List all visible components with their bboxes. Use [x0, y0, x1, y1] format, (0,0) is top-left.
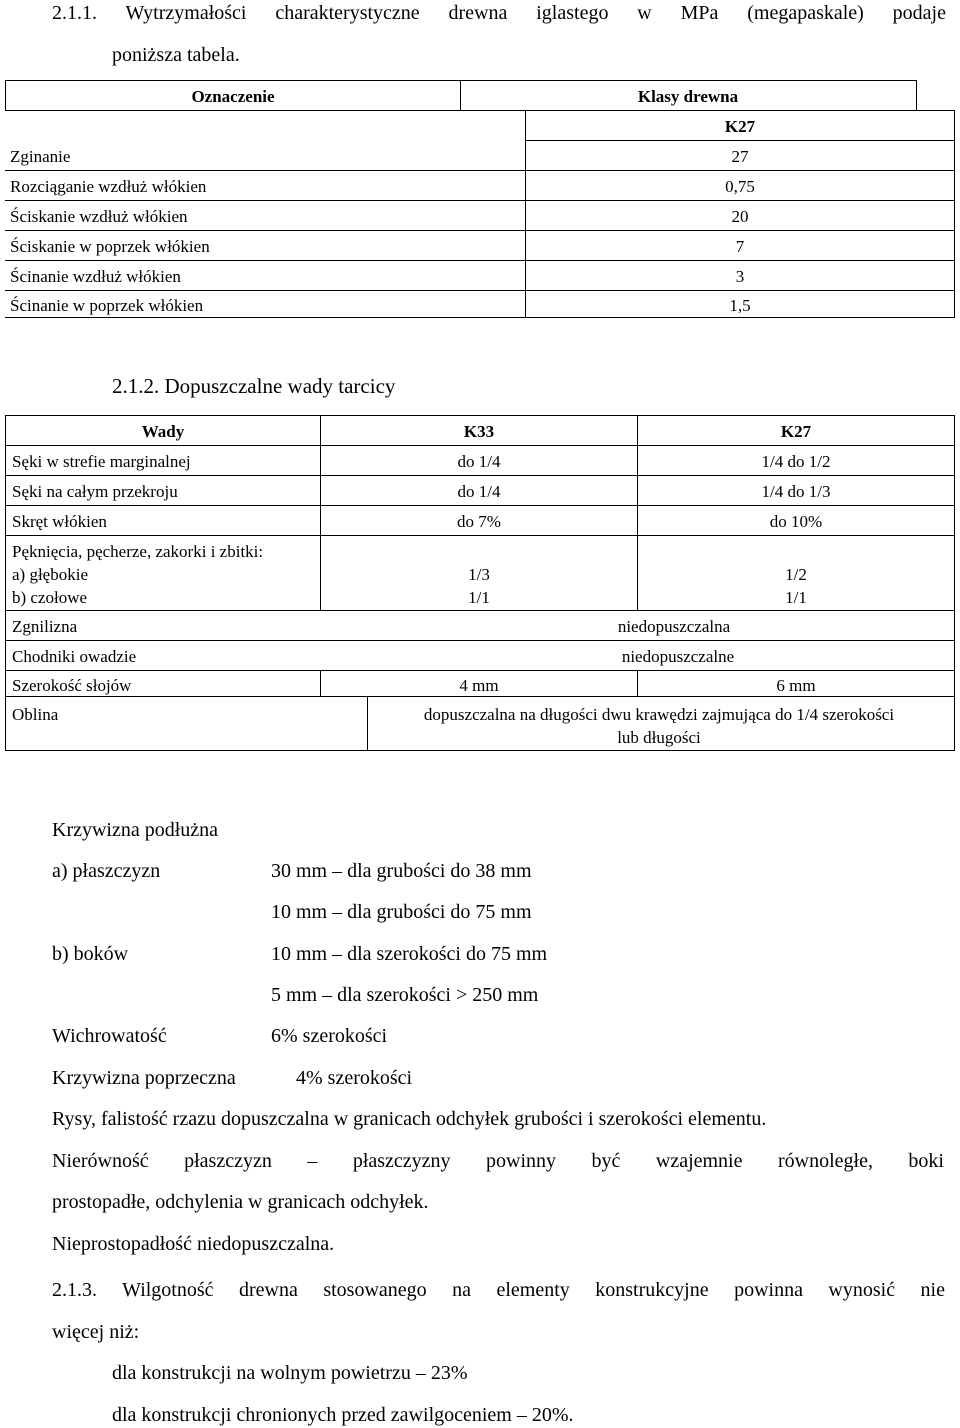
- row-value: 3: [735, 267, 745, 286]
- squareness-text: Nieprostopadłość niedopuszczalna.: [52, 1233, 335, 1255]
- wane-label: Oblina: [12, 705, 59, 724]
- cracks-b-label: b) czołowe: [12, 588, 88, 607]
- cracks-a-k27: 1/2: [785, 565, 807, 584]
- faces-label: a) płaszczyzn: [52, 860, 161, 882]
- row-label: Zginanie: [10, 147, 71, 166]
- row-label: Ścinanie w poprzek włókien: [10, 296, 204, 315]
- flatness-line-1: Nierówność płaszczyzn – płaszczyzny powinny być wzajemnie równoległe, boki: [52, 1150, 944, 1172]
- twist-label: Wichrowatość: [52, 1025, 167, 1047]
- header-wood-classes: Klasy drewna: [637, 87, 739, 106]
- transverse-value: 4% szerokości: [296, 1067, 413, 1089]
- edges-value-2: 5 mm – dla szerokości > 250 mm: [271, 984, 539, 1006]
- cracks-label: Pęknięcia, pęcherze, zakorki i zbitki:: [12, 542, 264, 561]
- row-k27: 1/4 do 1/2: [761, 452, 831, 471]
- section-3-line-1: 2.1.3. Wilgotność drewna stosowanego na elementy konstrukcyjne powinna wynosić nie: [52, 1279, 945, 1301]
- moisture-item-1: dla konstrukcji na wolnym powietrzu – 23%: [112, 1362, 468, 1384]
- row-label: Rozciąganie wzdłuż włókien: [10, 177, 207, 196]
- moisture-item-2: dla konstrukcji chronionych przed zawilgoceniem – 20%.: [112, 1404, 574, 1426]
- rings-label: Szerokość słojów: [12, 676, 132, 695]
- faces-value-1: 30 mm – dla grubości do 38 mm: [271, 860, 532, 882]
- row-value: 0,75: [725, 177, 755, 196]
- wane-value-line-1: dopuszczalna na długości dwu krawędzi zajmująca do 1/4 szerokości: [423, 705, 895, 724]
- rings-k33: 4 mm: [459, 676, 499, 695]
- row-value: 1,5: [729, 296, 751, 315]
- row-value: 7: [735, 237, 745, 256]
- longitudinal-curvature-title: Krzywizna podłużna: [52, 819, 219, 841]
- row-k33: do 7%: [457, 512, 501, 531]
- defects-table: [5, 415, 955, 751]
- row-label: Ścinanie wzdłuż włókien: [10, 267, 181, 286]
- transverse-label: Krzywizna poprzeczna: [52, 1067, 236, 1089]
- section-1-line-1: 2.1.1. Wytrzymałości charakterystyczne drewna iglastego w MPa (megapaskale) podaje: [52, 2, 946, 24]
- row-label: Ściskanie w poprzek włókien: [10, 237, 210, 256]
- edges-label: b) boków: [52, 943, 129, 965]
- header-k27: K27: [780, 422, 812, 441]
- header-defects: Wady: [141, 422, 185, 441]
- flatness-line-2: prostopadłe, odchylenia w granicach odchyłek.: [52, 1191, 429, 1213]
- section-2-heading: 2.1.2. Dopuszczalne wady tarcicy: [112, 374, 396, 398]
- rot-value: niedopuszczalna: [617, 617, 731, 636]
- strength-table: [5, 80, 955, 318]
- edges-value-1: 10 mm – dla szerokości do 75 mm: [271, 943, 548, 965]
- row-label: Skręt włókien: [12, 512, 107, 531]
- rings-k27: 6 mm: [776, 676, 816, 695]
- cracks-b-k33: 1/1: [468, 588, 490, 607]
- twist-value: 6% szerokości: [271, 1025, 388, 1047]
- row-k33: do 1/4: [457, 482, 501, 501]
- row-label: Ściskanie wzdłuż włókien: [10, 207, 188, 226]
- header-designation: Oznaczenie: [191, 87, 275, 106]
- row-k27: 1/4 do 1/3: [761, 482, 831, 501]
- cracks-text: Rysy, falistość rzazu dopuszczalna w granicach odchyłek grubości i szerokości elementu.: [52, 1108, 767, 1130]
- section-1-line-2: poniższa tabela.: [112, 44, 240, 66]
- insect-value: niedopuszczalne: [621, 647, 735, 666]
- row-k33: do 1/4: [457, 452, 501, 471]
- section-3-line-2: więcej niż:: [52, 1321, 140, 1343]
- row-k27: do 10%: [769, 512, 823, 531]
- header-k33: K33: [463, 422, 495, 441]
- wane-value-line-2: lub długości: [617, 728, 701, 747]
- row-label: Sęki w strefie marginalnej: [12, 452, 191, 471]
- rot-label: Zgnilizna: [12, 617, 78, 636]
- row-value: 27: [731, 147, 749, 166]
- cracks-a-k33: 1/3: [468, 565, 490, 584]
- insect-label: Chodniki owadzie: [12, 647, 137, 666]
- header-class-k27: K27: [724, 117, 756, 136]
- faces-value-2: 10 mm – dla grubości do 75 mm: [271, 901, 532, 923]
- row-label: Sęki na całym przekroju: [12, 482, 178, 501]
- cracks-b-k27: 1/1: [785, 588, 807, 607]
- cracks-a-label: a) głębokie: [12, 565, 88, 584]
- row-value: 20: [731, 207, 749, 226]
